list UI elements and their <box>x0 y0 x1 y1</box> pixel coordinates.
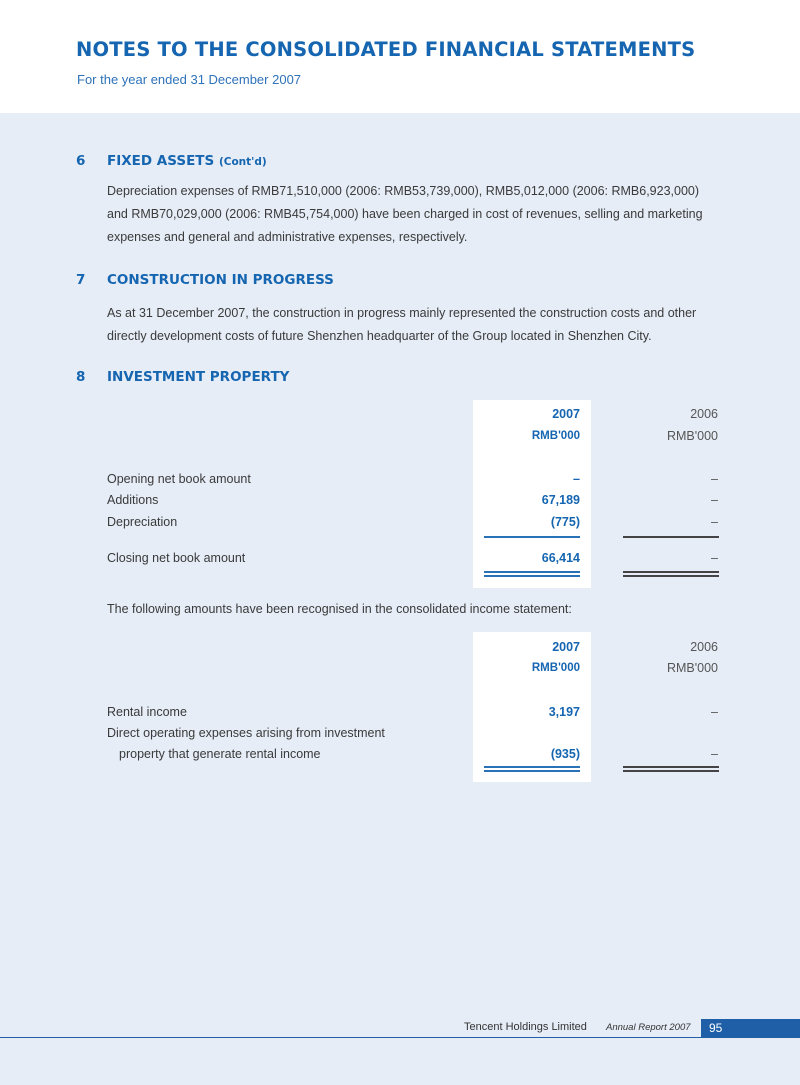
total-rule-2006 <box>623 575 719 577</box>
table-cell-2007: 66,414 <box>541 551 580 565</box>
section-6-line: Depreciation expenses of RMB71,510,000 (2006: RMB53,739,000), RMB5,012,000 (2006: RMB6,923,000) <box>107 184 700 198</box>
table-cell-2006: – <box>711 705 718 719</box>
table2-header-2006: 2006 <box>690 640 718 654</box>
table2-intro: The following amounts have been recognised in the consolidated income statement: <box>107 602 572 616</box>
table-cell-2006: – <box>711 493 718 507</box>
section-7-number: 7 <box>76 272 86 288</box>
section-6-number: 6 <box>76 153 86 169</box>
table-cell-2007: 3,197 <box>548 705 580 719</box>
subtotal-rule-2007 <box>484 536 580 538</box>
table-cell-2006: – <box>711 747 718 761</box>
table-row-label: Opening net book amount <box>107 472 251 486</box>
table-row-label: Rental income <box>107 705 187 719</box>
section-6-line: and RMB70,029,000 (2006: RMB45,754,000) have been charged in cost of revenues, selling and marketing <box>107 207 703 221</box>
total-rule-2007 <box>484 571 580 573</box>
page-header <box>0 0 800 113</box>
footer-report: Annual Report 2007 <box>606 1022 691 1033</box>
page-subtitle: For the year ended 31 December 2007 <box>77 72 302 87</box>
table1-unit-2006: RMB'000 <box>666 429 718 443</box>
table-row-label: Additions <box>107 493 159 507</box>
table-row-label: Depreciation <box>107 515 178 529</box>
section-7-paragraph <box>107 302 725 348</box>
table2-header-2007: 2007 <box>552 640 580 654</box>
table-cell-2007: (775) <box>550 515 580 529</box>
total-rule-2007 <box>484 575 580 577</box>
page-title: NOTES TO THE CONSOLIDATED FINANCIAL STATEMENTS <box>76 38 696 61</box>
table-row-label: Direct operating expenses arising from investment <box>107 726 385 740</box>
table-cell-2006: – <box>711 515 718 529</box>
table-cell-2007: – <box>573 472 580 486</box>
table1-header-2006: 2006 <box>690 407 718 421</box>
table1-unit-2007: RMB'000 <box>531 430 580 442</box>
section-7-line: directly development costs of future Shenzhen headquarter of the Group located in Shenzhen City. <box>107 329 652 343</box>
table2-unit-2006: RMB'000 <box>666 661 718 675</box>
total-rule-2007 <box>484 766 580 768</box>
section-7-title: CONSTRUCTION IN PROGRESS <box>107 272 334 288</box>
section-7-line: As at 31 December 2007, the construction in progress mainly represented the construction costs and other <box>107 306 697 320</box>
table1-header-2007: 2007 <box>552 407 580 421</box>
table-row-label: property that generate rental income <box>119 747 321 761</box>
table-row-label: Closing net book amount <box>107 551 246 565</box>
table-cell-2006: – <box>711 472 718 486</box>
page-number-tab <box>701 1019 800 1038</box>
page-number: 95 <box>709 1021 723 1035</box>
total-rule-2006 <box>623 766 719 768</box>
section-6-line: expenses and general and administrative expenses, respectively. <box>107 230 468 244</box>
footer-company: Tencent Holdings Limited <box>464 1021 587 1033</box>
total-rule-2006 <box>623 770 719 772</box>
table-cell-2007: (935) <box>550 747 580 761</box>
subtotal-rule-2006 <box>623 536 719 538</box>
section-6-title-suffix: (Cont'd) <box>218 156 267 168</box>
footer-rule <box>0 1037 800 1038</box>
table2-unit-2007: RMB'000 <box>531 662 580 674</box>
section-6-paragraph <box>107 180 725 249</box>
table-cell-2006: – <box>711 551 718 565</box>
section-8-number: 8 <box>76 369 86 385</box>
total-rule-2006 <box>623 571 719 573</box>
section-8-title: INVESTMENT PROPERTY <box>107 369 290 385</box>
total-rule-2007 <box>484 770 580 772</box>
section-6-title-text: FIXED ASSETS <box>107 153 215 169</box>
table-cell-2007: 67,189 <box>541 493 580 507</box>
section-6-title <box>107 153 267 169</box>
